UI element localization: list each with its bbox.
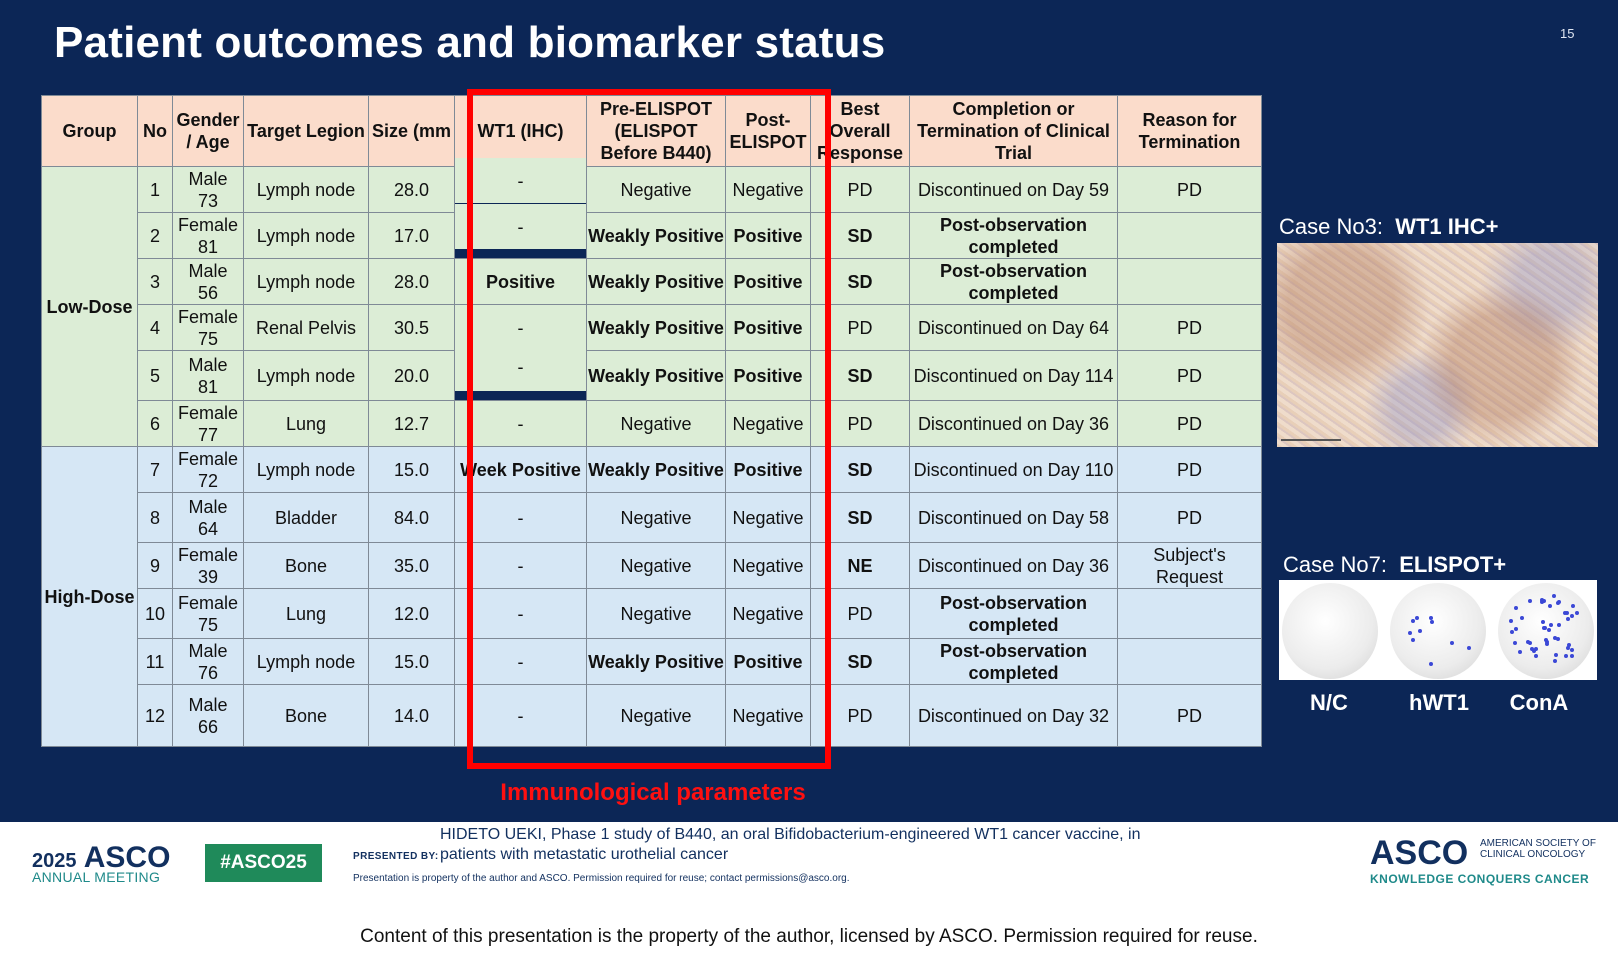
society-line-2: CLINICAL ONCOLOGY xyxy=(1480,849,1586,860)
cell-completion: Post-observation completed xyxy=(910,213,1118,259)
cell-pre-elispot: Weakly Positive xyxy=(587,305,726,351)
cell-reason xyxy=(1118,259,1262,305)
cell-wt1: - xyxy=(455,493,587,543)
well-label-hwt1: hWT1 xyxy=(1409,690,1469,715)
cell-no: 3 xyxy=(138,259,173,305)
cell-reason xyxy=(1118,589,1262,639)
elispot-spot xyxy=(1556,601,1560,605)
table-row xyxy=(42,543,1262,589)
cell-post-elispot: Positive xyxy=(726,213,811,259)
asco-logo-right: ASCO xyxy=(1370,834,1469,872)
elispot-spot xyxy=(1566,617,1570,621)
cell-completion: Discontinued on Day 58 xyxy=(910,493,1118,543)
cell-post-elispot: Negative xyxy=(726,589,811,639)
cell-size: 35.0 xyxy=(369,543,455,589)
gender-text: Male xyxy=(188,168,228,189)
elispot-spot xyxy=(1450,641,1454,645)
elispot-spot xyxy=(1429,616,1433,620)
cell-wt1: - xyxy=(455,305,587,351)
gender-text: Male xyxy=(188,640,228,661)
well-cona xyxy=(1498,583,1594,679)
cell-pre-elispot: Negative xyxy=(587,685,726,747)
cell-no: 7 xyxy=(138,447,173,493)
cell-best-response: SD xyxy=(811,447,910,493)
elispot-spot xyxy=(1510,630,1514,634)
age-text: 64 xyxy=(197,518,219,539)
cell-completion: Discontinued on Day 114 xyxy=(910,351,1118,401)
cell-no: 10 xyxy=(138,589,173,639)
cell-reason xyxy=(1118,639,1262,685)
cell-reason: PD xyxy=(1118,493,1262,543)
cell-best-response: SD xyxy=(811,493,910,543)
header-wt1: WT1 (IHC) xyxy=(455,96,587,167)
header-target: Target Legion xyxy=(244,96,369,167)
elispot-spot xyxy=(1528,599,1532,603)
elispot-spot xyxy=(1548,604,1552,608)
cell-target: Bone xyxy=(244,685,369,747)
cell-pre-elispot: Negative xyxy=(587,167,726,213)
table-row xyxy=(42,305,1262,351)
cell-completion: Post-observation completed xyxy=(910,589,1118,639)
cell-target: Lymph node xyxy=(244,351,369,401)
cell-pre-elispot: Negative xyxy=(587,401,726,447)
citation-line-2: patients with metastatic urothelial cancer xyxy=(440,846,729,863)
table-row xyxy=(42,639,1262,685)
age-text: 77 xyxy=(197,424,219,445)
gender-text: Female xyxy=(177,448,239,469)
cell-target: Lung xyxy=(244,589,369,639)
cell-reason: PD xyxy=(1118,685,1262,747)
elispot-spot xyxy=(1570,654,1574,658)
cell-completion: Discontinued on Day 110 xyxy=(910,447,1118,493)
cell-gender-age xyxy=(173,259,244,305)
elispot-spot xyxy=(1534,654,1538,658)
elispot-spot xyxy=(1553,659,1557,663)
table-row xyxy=(42,493,1262,543)
age-text: 76 xyxy=(197,662,219,683)
copyright-notice: Content of this presentation is the property of the author, licensed by ASCO. Permission required for reuse. xyxy=(360,926,1258,947)
elispot-spot xyxy=(1429,662,1433,666)
cell-pre-elispot: Weakly Positive xyxy=(587,259,726,305)
cell-target: Bladder xyxy=(244,493,369,543)
elispot-spot xyxy=(1541,620,1545,624)
cell-no: 4 xyxy=(138,305,173,351)
cell-post-elispot: Negative xyxy=(726,167,811,213)
fine-print: Presentation is property of the author and ASCO. Permission required for reuse; contact permissions@asco.org. xyxy=(353,873,850,884)
elispot-spot xyxy=(1514,606,1518,610)
cell-post-elispot: Negative xyxy=(726,401,811,447)
elispot-spot xyxy=(1467,646,1471,650)
elispot-spot xyxy=(1520,616,1524,620)
cell-no: 6 xyxy=(138,401,173,447)
cell-size: 28.0 xyxy=(369,259,455,305)
presented-by-label: PRESENTED BY: xyxy=(353,851,439,862)
header-size: Size (mm xyxy=(369,96,455,167)
elispot-spot xyxy=(1430,620,1434,624)
elispot-spot xyxy=(1528,641,1532,645)
elispot-spot xyxy=(1566,646,1570,650)
cell-gender-age xyxy=(173,589,244,639)
cell-post-elispot: Positive xyxy=(726,259,811,305)
cell-target: Lymph node xyxy=(244,259,369,305)
cell-gender-age xyxy=(173,351,244,401)
elispot-wells-image xyxy=(1279,580,1597,680)
header-best-response: Best Overall Response xyxy=(811,96,910,167)
cell-reason: PD xyxy=(1118,305,1262,351)
cell-best-response: SD xyxy=(811,259,910,305)
age-text: 75 xyxy=(197,328,219,349)
group-cell: High-Dose xyxy=(42,447,138,747)
elispot-spot xyxy=(1557,623,1561,627)
elispot-spot xyxy=(1564,654,1568,658)
cell-gender-age xyxy=(173,493,244,543)
cell-wt1: - xyxy=(455,639,587,685)
header-group: Group xyxy=(42,96,138,167)
cell-no: 1 xyxy=(138,167,173,213)
cell-gender-age xyxy=(173,305,244,351)
table-header-row xyxy=(42,96,1262,167)
cell-wt1: Week Positive xyxy=(455,447,587,493)
cell-target: Renal Pelvis xyxy=(244,305,369,351)
age-text: 81 xyxy=(197,376,219,397)
group-cell: Low-Dose xyxy=(42,167,138,447)
scale-bar xyxy=(1281,439,1341,441)
cell-size: 84.0 xyxy=(369,493,455,543)
header-no: No xyxy=(138,96,173,167)
elispot-spot xyxy=(1575,611,1579,615)
asco-wordmark: ASCO xyxy=(83,841,171,874)
case7-label xyxy=(1283,552,1506,578)
cell-pre-elispot: Negative xyxy=(587,493,726,543)
cell-completion: Discontinued on Day 59 xyxy=(910,167,1118,213)
citation-line-1: HIDETO UEKI, Phase 1 study of B440, an oral Bifidobacterium-engineered WT1 cancer vaccine, in xyxy=(440,826,1141,843)
cell-pre-elispot: Weakly Positive xyxy=(587,351,726,401)
case3-tag: WT1 IHC+ xyxy=(1395,214,1499,239)
elispot-spot xyxy=(1571,604,1575,608)
cell-size: 14.0 xyxy=(369,685,455,747)
cell-reason: PD xyxy=(1118,351,1262,401)
cell-target: Lymph node xyxy=(244,167,369,213)
cell-size: 15.0 xyxy=(369,639,455,685)
cell-post-elispot: Negative xyxy=(726,685,811,747)
cell-post-elispot: Positive xyxy=(726,447,811,493)
cell-pre-elispot: Weakly Positive xyxy=(587,213,726,259)
page-number: 15 xyxy=(1560,26,1575,41)
cell-best-response: SD xyxy=(811,639,910,685)
age-text: 66 xyxy=(197,716,219,737)
table-row xyxy=(42,351,1262,401)
cell-gender-age xyxy=(173,401,244,447)
cell-no: 11 xyxy=(138,639,173,685)
cell-gender-age xyxy=(173,447,244,493)
outcomes-table xyxy=(41,95,1262,747)
gender-text: Male xyxy=(188,496,228,517)
age-text: 56 xyxy=(197,282,219,303)
annual-meeting-text: ANNUAL MEETING xyxy=(32,869,161,885)
elispot-spot xyxy=(1513,641,1517,645)
cell-wt1: - xyxy=(455,342,587,392)
cell-completion: Post-observation completed xyxy=(910,639,1118,685)
table-row xyxy=(42,447,1262,493)
age-text: 39 xyxy=(197,566,219,587)
elispot-spot xyxy=(1547,628,1551,632)
cell-wt1: - xyxy=(455,401,587,447)
gender-text: Male xyxy=(188,694,228,715)
cell-pre-elispot: Weakly Positive xyxy=(587,447,726,493)
gender-text: Female xyxy=(177,306,239,327)
cell-best-response: SD xyxy=(811,213,910,259)
cell-size: 28.0 xyxy=(369,167,455,213)
cell-pre-elispot: Negative xyxy=(587,543,726,589)
cell-size: 12.7 xyxy=(369,401,455,447)
cell-size: 12.0 xyxy=(369,589,455,639)
well-label-nc: N/C xyxy=(1310,690,1348,715)
elispot-spot xyxy=(1411,619,1415,623)
age-text: 75 xyxy=(197,614,219,635)
cell-no: 12 xyxy=(138,685,173,747)
cell-reason: PD xyxy=(1118,447,1262,493)
cell-size: 17.0 xyxy=(369,213,455,259)
header-completion: Completion or Termination of Clinical Trial xyxy=(910,96,1118,167)
elispot-spot xyxy=(1411,638,1415,642)
meeting-year: 2025 xyxy=(32,850,77,872)
cell-reason: PD xyxy=(1118,167,1262,213)
cell-no: 2 xyxy=(138,213,173,259)
table-body xyxy=(42,167,1262,747)
age-text: 73 xyxy=(197,190,219,211)
header-gender-age: Gender / Age xyxy=(173,96,244,167)
cell-completion: Discontinued on Day 36 xyxy=(910,543,1118,589)
gender-text: Male xyxy=(188,260,228,281)
cell-gender-age xyxy=(173,167,244,213)
cell-reason: PD xyxy=(1118,401,1262,447)
cell-best-response: PD xyxy=(811,305,910,351)
case3-prefix: Case No3: xyxy=(1279,214,1383,239)
cell-target: Lymph node xyxy=(244,447,369,493)
cell-pre-elispot: Weakly Positive xyxy=(587,639,726,685)
cell-pre-elispot: Negative xyxy=(587,589,726,639)
hashtag-badge: #ASCO25 xyxy=(205,844,322,882)
case3-label xyxy=(1279,214,1498,240)
immunological-parameters-label: Immunological parameters xyxy=(500,779,806,806)
age-text: 81 xyxy=(197,236,219,257)
gender-text: Female xyxy=(177,214,239,235)
elispot-spot xyxy=(1530,647,1534,651)
gender-text: Female xyxy=(177,544,239,565)
cell-wt1: - xyxy=(455,158,587,204)
elispot-spot xyxy=(1418,629,1422,633)
cell-gender-age xyxy=(173,213,244,259)
cell-wt1: Positive xyxy=(455,259,587,305)
elispot-spot xyxy=(1553,636,1557,640)
cell-wt1: - xyxy=(455,589,587,639)
table-row xyxy=(42,685,1262,747)
cell-target: Lung xyxy=(244,401,369,447)
cell-best-response: PD xyxy=(811,167,910,213)
table-row xyxy=(42,401,1262,447)
society-line-1: AMERICAN SOCIETY OF xyxy=(1480,838,1596,849)
asco-tagline: KNOWLEDGE CONQUERS CANCER xyxy=(1370,872,1590,886)
cell-size: 15.0 xyxy=(369,447,455,493)
cell-target: Bone xyxy=(244,543,369,589)
cell-no: 5 xyxy=(138,351,173,401)
gender-text: Female xyxy=(177,592,239,613)
well-nc xyxy=(1282,583,1378,679)
cell-no: 8 xyxy=(138,493,173,543)
gender-text: Female xyxy=(177,402,239,423)
elispot-spot xyxy=(1518,650,1522,654)
cell-best-response: PD xyxy=(811,589,910,639)
cell-target: Lymph node xyxy=(244,213,369,259)
well-label-cona: ConA xyxy=(1509,690,1569,715)
cell-target: Lymph node xyxy=(244,639,369,685)
table-row xyxy=(42,167,1262,213)
cell-no: 9 xyxy=(138,543,173,589)
table-row xyxy=(42,259,1262,305)
cell-wt1: - xyxy=(455,685,587,747)
elispot-spot xyxy=(1415,616,1419,620)
case7-tag: ELISPOT+ xyxy=(1399,552,1507,577)
table-row xyxy=(42,213,1262,259)
cell-wt1: - xyxy=(455,543,587,589)
well-hwt1 xyxy=(1390,583,1486,679)
case7-prefix: Case No7: xyxy=(1283,552,1387,577)
cell-completion: Discontinued on Day 32 xyxy=(910,685,1118,747)
cell-post-elispot: Positive xyxy=(726,639,811,685)
elispot-spot xyxy=(1545,642,1549,646)
footer xyxy=(0,822,1618,962)
ihc-image xyxy=(1277,243,1598,447)
gender-text: Male xyxy=(188,354,228,375)
age-text: 72 xyxy=(197,470,219,491)
cell-size: 20.0 xyxy=(369,351,455,401)
cell-best-response: PD xyxy=(811,685,910,747)
elispot-spot xyxy=(1509,619,1513,623)
elispot-spot xyxy=(1570,648,1574,652)
cell-best-response: SD xyxy=(811,351,910,401)
cell-completion: Discontinued on Day 36 xyxy=(910,401,1118,447)
elispot-spot xyxy=(1408,631,1412,635)
elispot-spot xyxy=(1514,627,1518,631)
cell-gender-age xyxy=(173,639,244,685)
cell-post-elispot: Positive xyxy=(726,351,811,401)
header-post-elispot: Post-ELISPOT xyxy=(726,96,811,167)
header-reason: Reason for Termination xyxy=(1118,96,1262,167)
cell-completion: Discontinued on Day 64 xyxy=(910,305,1118,351)
cell-gender-age xyxy=(173,685,244,747)
cell-reason: Subject's Request xyxy=(1118,543,1262,589)
cell-reason xyxy=(1118,213,1262,259)
elispot-spot xyxy=(1549,623,1553,627)
cell-best-response: PD xyxy=(811,401,910,447)
table-row xyxy=(42,589,1262,639)
cell-post-elispot: Negative xyxy=(726,543,811,589)
slide-title: Patient outcomes and biomarker status xyxy=(54,18,886,67)
cell-post-elispot: Positive xyxy=(726,305,811,351)
cell-gender-age xyxy=(173,543,244,589)
elispot-spot xyxy=(1552,594,1556,598)
elispot-spot xyxy=(1570,614,1574,618)
cell-completion: Post-observation completed xyxy=(910,259,1118,305)
header-pre-elispot: Pre-ELISPOT (ELISPOT Before B440) xyxy=(587,96,726,167)
cell-wt1: - xyxy=(455,204,587,250)
cell-size: 30.5 xyxy=(369,305,455,351)
elispot-spot xyxy=(1554,653,1558,657)
cell-post-elispot: Negative xyxy=(726,493,811,543)
asco-society-name xyxy=(1480,838,1596,860)
cell-best-response: NE xyxy=(811,543,910,589)
